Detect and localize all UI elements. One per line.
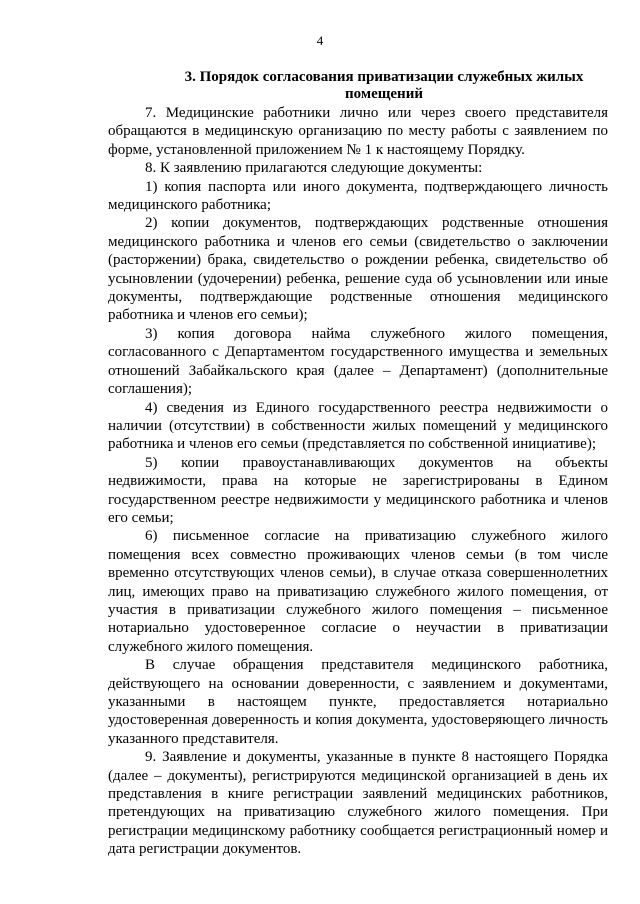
paragraph-9: 9. Заявление и документы, указанные в пункте 8 настоящего Порядка (далее – документы), регистрируются медицинской организацией в день их представления в книге регистрации заявлений медицинских работников, претендующих на приватизацию служебного жилого помещения. При регистрации медицинскому работнику сообщается регистрационный номер и дата регистрации документов. [108, 749, 608, 858]
list-item-1: 1) копия паспорта или иного документа, подтверждающего личность медицинского работника; [108, 178, 608, 214]
paragraph-7: 7. Медицинские работники лично или через своего представителя обращаются в медицинскую организацию по месту работы с заявлением по форме, установленной приложением № 1 к настоящему Порядку. [108, 105, 608, 158]
document-body [108, 104, 608, 859]
list-item-6: 6) письменное согласие на приватизацию служебного жилого помещения всех совместно проживающих членов семьи (в том числе временно отсутствующих членов семьи), в случае отказа совершеннолетних лиц, имеющих право на приватизацию служебного жилого помещения, от участия в приватизации служебного жилого помещения – письменное нотариально удостоверенное согласие о неучастии в приватизации служебного жилого помещения. [108, 528, 608, 655]
representative-paragraph: В случае обращения представителя медицинского работника, действующего на основании доверенности, с заявлением и документами, указанными в настоящем пункте, предоставляется нотариально удостоверенная доверенность и копия документа, удостоверяющего личность указанного представителя. [108, 657, 608, 747]
list-item-4: 4) сведения из Единого государственного реестра недвижимости о наличии (отсутствии) в собственности жилых помещений у медицинского работника и членов его семьи (представляется по собственной инициативе); [108, 399, 608, 453]
list-item-3: 3) копия договора найма служебного жилого помещения, согласованного с Департаментом государственного имущества и земельных отношений Забайкальского края (далее – Департамент) (дополнительные соглашения); [108, 325, 608, 398]
list-item-5: 5) копии правоустанавливающих документов на объекты недвижимости, права на которые не зарегистрированы в Едином государственном реестре недвижимости у медицинского работника и членов его семьи; [108, 454, 608, 526]
paragraph-8: 8. К заявлению прилагаются следующие документы: [145, 160, 483, 177]
section-heading: 3. Порядок согласования приватизации служебных жилых помещений [184, 69, 584, 102]
page-number: 4 [316, 33, 324, 48]
list-item-2: 2) копии документов, подтверждающих родственные отношения медицинского работника и членов его семьи (свидетельство о заключении (расторжении) брака, свидетельство о рождении ребенка, свидетельство об усыновлении (удочерении) ребенка, решение суда об усыновлении или иные документы, подтверждающие родственные отношения медицинского работника и членов его семьи); [108, 215, 608, 324]
